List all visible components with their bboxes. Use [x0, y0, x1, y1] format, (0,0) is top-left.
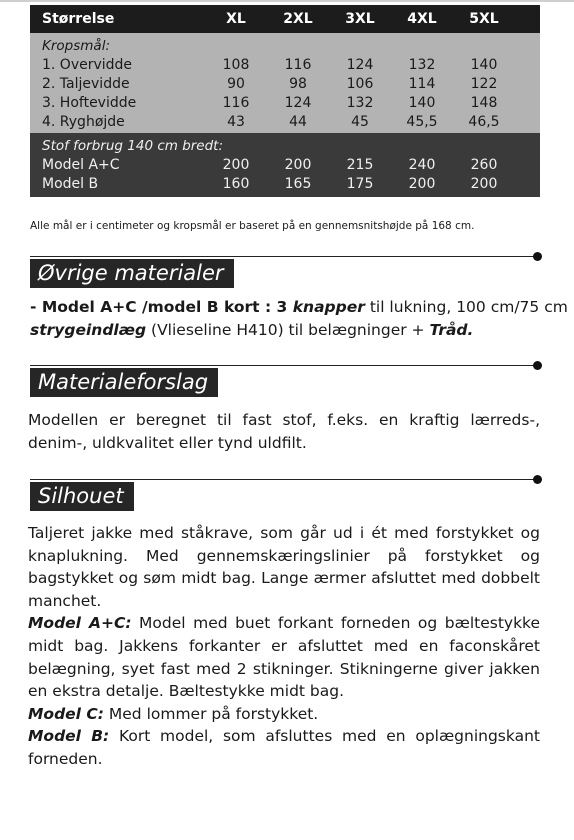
materials-text-4: strygeindlæg [30, 320, 147, 339]
table-cell: 215 [346, 156, 374, 173]
silhouette-model-ac [28, 612, 540, 702]
size-header-2xl: 2XL [283, 11, 313, 27]
size-table-header [30, 5, 540, 33]
table-cell: 200 [222, 156, 250, 173]
table-cell: 140 [470, 56, 498, 73]
size-header-3xl: 3XL [345, 11, 375, 27]
suggestion-heading-label: Materialeforslag [30, 368, 218, 397]
body-measurements-title: Kropsmål: [42, 38, 110, 54]
heading-dot-icon [533, 252, 542, 261]
table-cell: 200 [284, 156, 312, 173]
table-cell: 160 [222, 175, 250, 192]
row-label: 1. Overvidde [42, 56, 133, 73]
materials-text-3: til lukning, 100 cm/75 cm [364, 298, 568, 316]
size-header-label: Størrelse [42, 11, 115, 27]
materials-text-6: Tråd. [429, 320, 474, 339]
materials-heading [30, 256, 542, 288]
table-cell: 108 [222, 56, 250, 73]
model-ac-label: Model A+C: [28, 614, 132, 633]
measurement-note: Alle mål er i centimeter og kropsmål er baseret på en gennemsnitshøjde på 168 cm. [30, 220, 475, 232]
materials-heading-label: Øvrige materialer [30, 259, 234, 288]
table-row [30, 174, 540, 193]
table-row [30, 74, 540, 93]
size-header-xl: XL [226, 11, 246, 27]
silhouette-heading [30, 479, 542, 511]
table-cell: 132 [408, 56, 436, 73]
suggestion-text: Modellen er beregnet til fast stof, f.eks. en kraftig lærreds-, denim-, uldkvalitet eller tynd uldfilt. [28, 411, 540, 452]
model-c-label: Model C: [28, 704, 104, 723]
materials-text [28, 296, 570, 341]
table-cell: 45 [351, 113, 369, 130]
model-b-text: Kort model, som afsluttes med en oplægningskant forneden. [28, 727, 540, 768]
materials-text-5: (Vlieseline H410) til belægninger + [146, 320, 430, 339]
size-header-5xl: 5XL [469, 11, 499, 27]
table-row [30, 112, 540, 131]
table-row [30, 155, 540, 174]
silhouette-intro: Taljeret jakke med ståkrave, som går ud i ét med forstykket og knaplukning. Med gennemskæringslinier på forstykket og bagstykket og søm midt bag. Lange ærmer afsluttet med dobbelt manchet. [28, 524, 540, 610]
silhouette-model-b [28, 725, 540, 770]
silhouette-heading-label: Silhouet [30, 482, 134, 511]
model-b-label: Model B: [28, 727, 110, 746]
row-label: 2. Taljevidde [42, 75, 130, 92]
row-label: 4. Ryghøjde [42, 113, 125, 130]
silhouette-model-c [28, 703, 540, 726]
table-cell: 148 [470, 94, 498, 111]
table-cell: 260 [470, 156, 498, 173]
heading-dot-icon [533, 361, 542, 370]
table-cell: 44 [289, 113, 307, 130]
fabric-usage-section [30, 133, 540, 197]
table-cell: 200 [470, 175, 498, 192]
table-cell: 46,5 [468, 113, 500, 130]
table-cell: 124 [346, 56, 374, 73]
size-header-4xl: 4XL [407, 11, 437, 27]
heading-rule [30, 479, 538, 480]
table-cell: 106 [346, 75, 374, 92]
table-row [30, 93, 540, 112]
model-ac-text: Model med buet forkant forneden og bæltestykke midt bag. Jakkens forkanter er afsluttet med en faconskåret belægning, syet fast med 2 stikninger. Stikningerne giver jakken en ekstra detalje. Bæltestykke midt bag. [28, 614, 541, 701]
heading-dot-icon [533, 475, 542, 484]
table-cell: 165 [284, 175, 312, 192]
materials-text-2: knapper [292, 298, 365, 316]
top-rule [0, 0, 574, 2]
model-c-text: Med lommer på forstykket. [103, 704, 319, 723]
table-cell: 90 [227, 75, 245, 92]
suggestion-heading [30, 365, 542, 397]
table-cell: 98 [289, 75, 307, 92]
table-cell: 114 [408, 75, 436, 92]
table-cell: 240 [408, 156, 436, 173]
heading-rule [30, 365, 538, 366]
table-cell: 132 [346, 94, 374, 111]
table-cell: 43 [227, 113, 245, 130]
heading-rule [30, 256, 538, 257]
table-cell: 140 [408, 94, 436, 111]
table-cell: 175 [346, 175, 374, 192]
table-cell: 45,5 [406, 113, 438, 130]
silhouette-text [28, 522, 540, 771]
fabric-usage-title: Stof forbrug 140 cm bredt: [42, 138, 224, 154]
table-cell: 200 [408, 175, 436, 192]
row-label: 3. Hoftevidde [42, 94, 137, 111]
size-table [30, 5, 540, 197]
materials-text-1: - Model A+C /model B kort : 3 [30, 298, 293, 316]
body-measurements-section [30, 33, 540, 133]
table-cell: 116 [222, 94, 250, 111]
table-cell: 122 [470, 75, 498, 92]
table-row [30, 55, 540, 74]
table-cell: 116 [284, 56, 312, 73]
row-label: Model B [42, 175, 99, 192]
table-cell: 124 [284, 94, 312, 111]
row-label: Model A+C [42, 156, 120, 173]
